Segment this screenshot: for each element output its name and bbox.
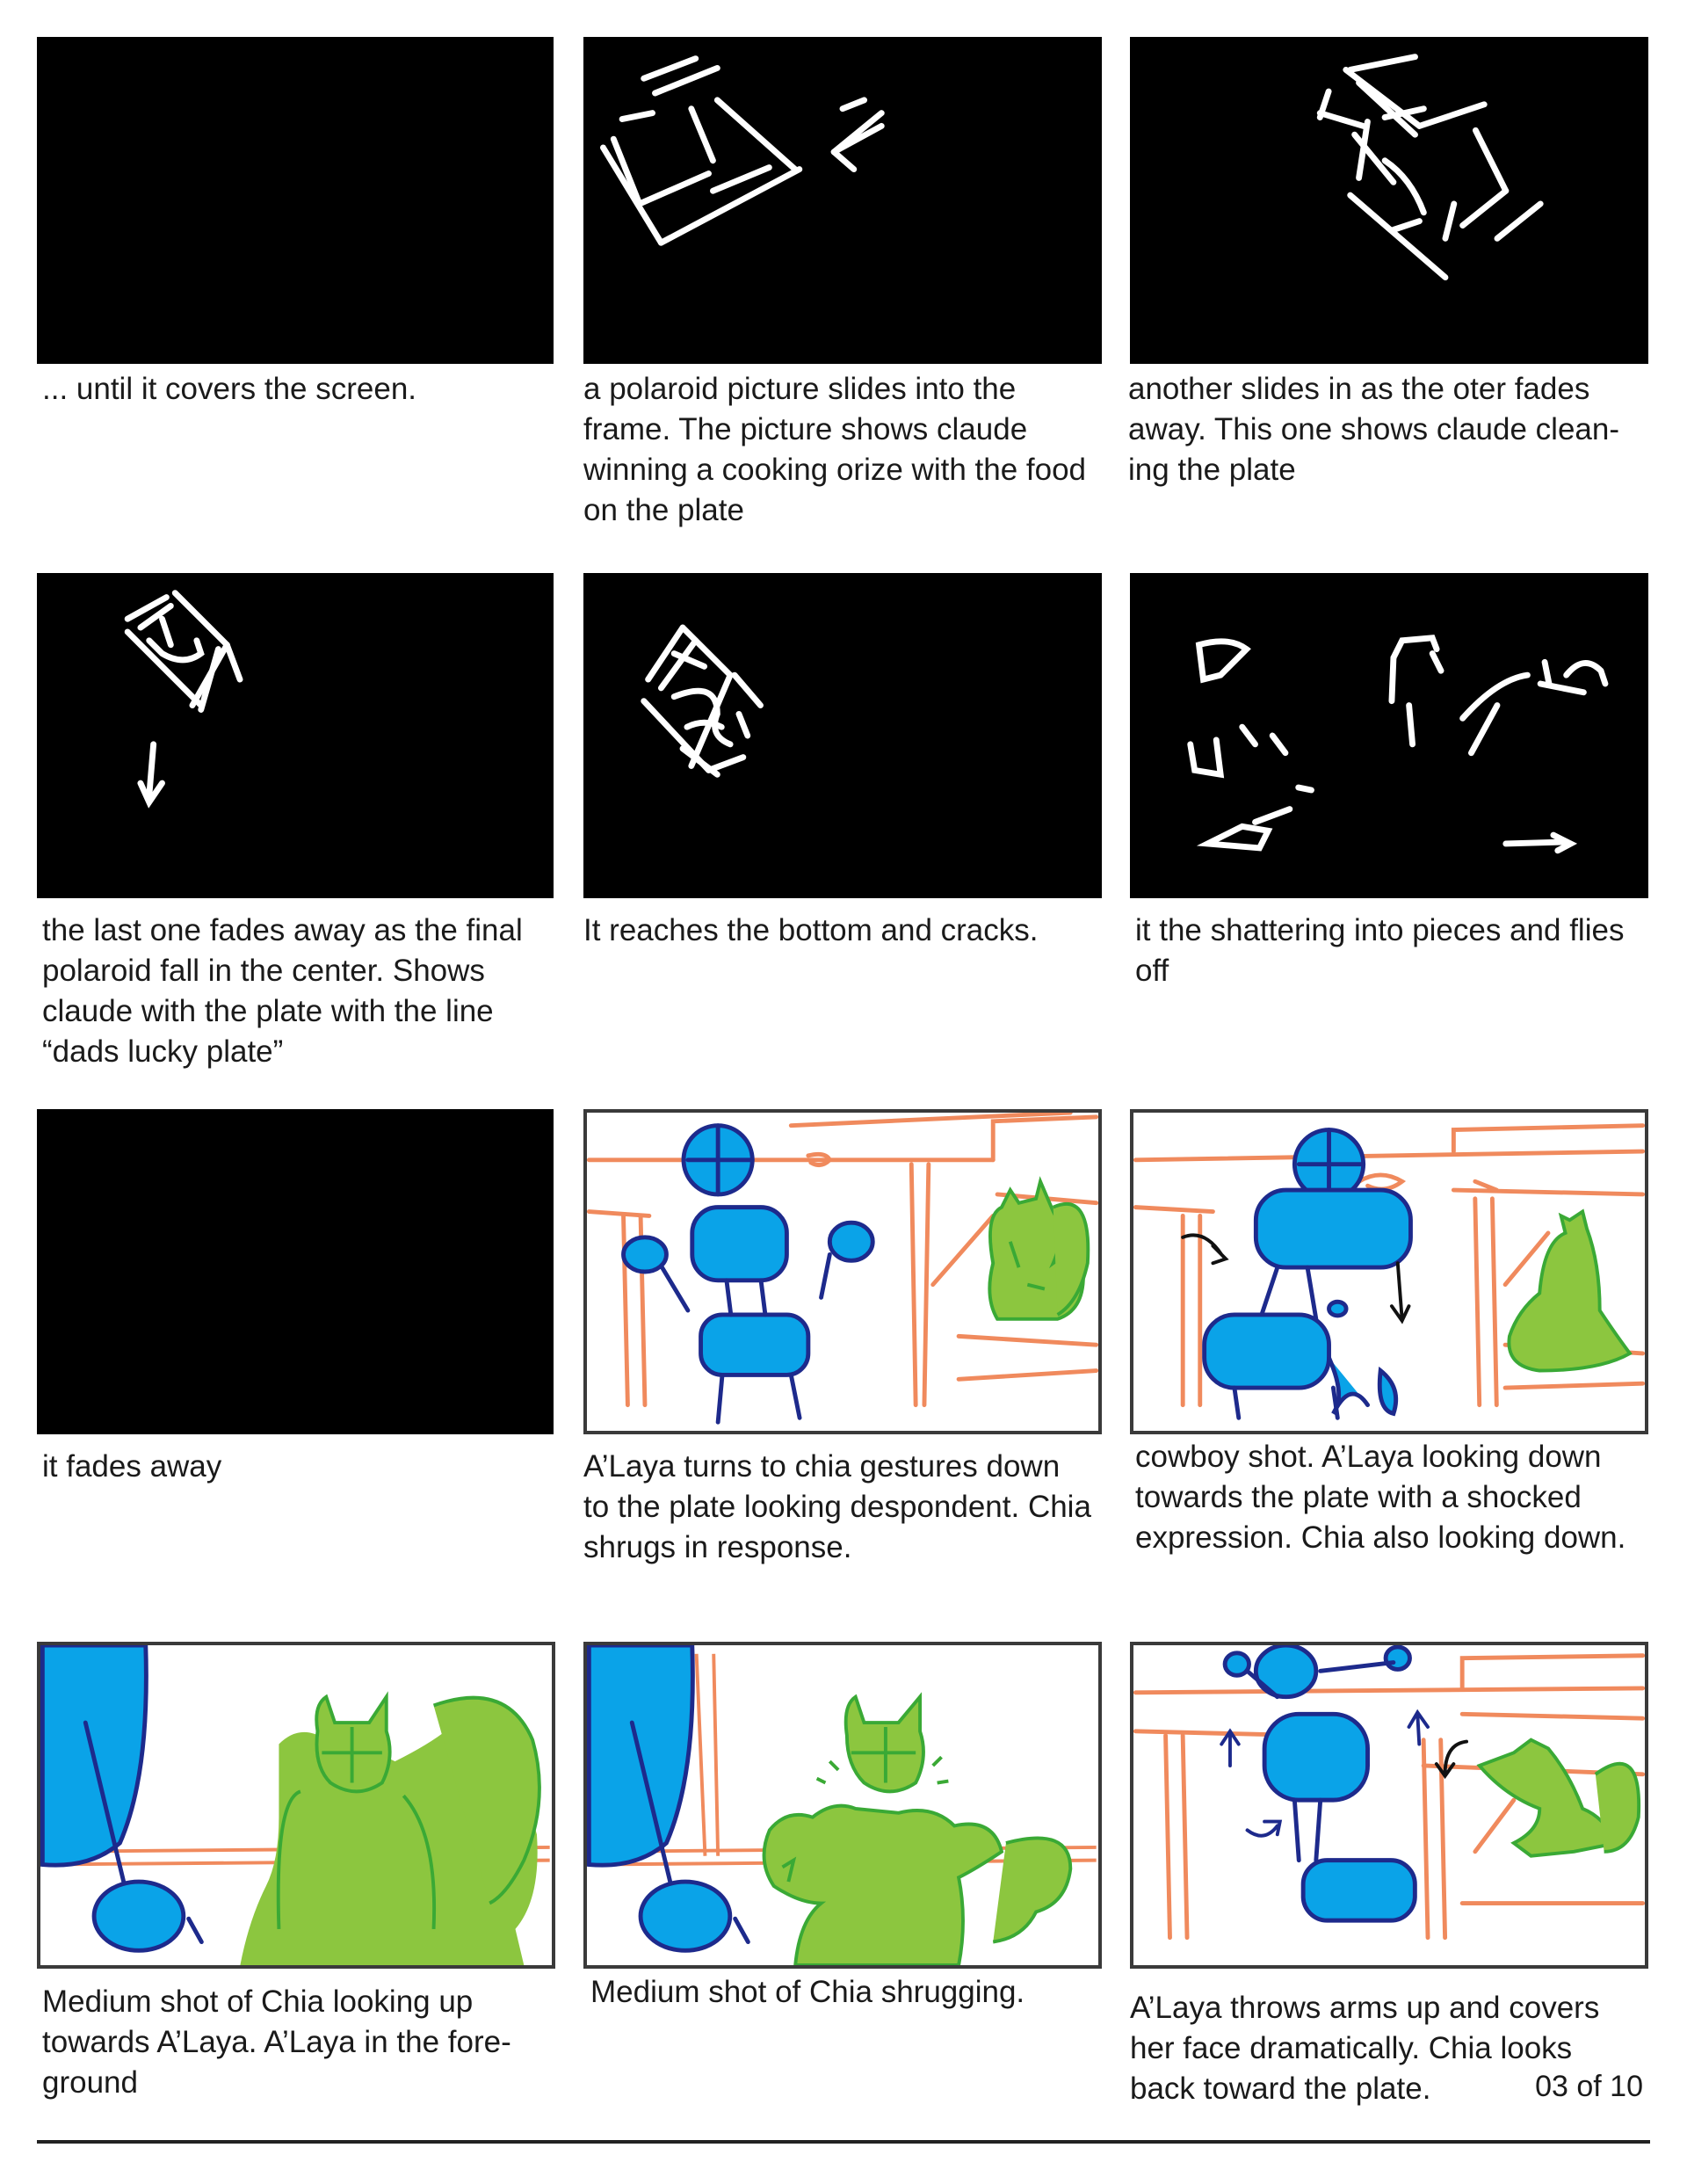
panel-4-final-polaroid-falls xyxy=(37,573,554,898)
panel-12-caption: A’Laya throws arms up and covers her face dramatically. Chia looks back toward the plate. xyxy=(1130,1991,1600,2106)
panel-3-second-polaroid xyxy=(1130,37,1648,364)
polaroid-sketch xyxy=(40,576,551,896)
cracked-polaroid-sketch xyxy=(586,576,1099,896)
panel-11-caption: Medium shot of Chia shrugging. xyxy=(590,1975,1025,2009)
panel-11-chia-shrugging xyxy=(583,1642,1102,1969)
chia-and-alaya-sketch xyxy=(40,1645,552,1965)
chia-figure xyxy=(240,1697,539,1965)
panel-4-caption: the last one fades away as the final polaroid fall in the center. Shows claude with the plate with the line “dads lucky plate” xyxy=(42,913,523,1069)
footer-rule xyxy=(37,2140,1650,2144)
alaya-foreground xyxy=(589,1645,748,1950)
alaya-and-chia-sketch xyxy=(1133,1113,1645,1431)
shattered-pieces-sketch xyxy=(1133,576,1646,896)
chia-figure xyxy=(1480,1740,1639,1856)
panel-10-chia-looking-up xyxy=(37,1642,555,1969)
alaya-and-chia-sketch xyxy=(587,1113,1098,1431)
down-arrow-icon xyxy=(1392,1263,1409,1321)
alaya-and-chia-sketch xyxy=(1133,1645,1645,1965)
curve-arrow-icon xyxy=(1248,1822,1280,1836)
polaroid-sketch xyxy=(586,40,1099,361)
panel-2-polaroid-slides-in xyxy=(583,37,1102,364)
alaya-figure xyxy=(1225,1645,1415,1920)
panel-5-caption: It reaches the bottom and cracks. xyxy=(583,913,1039,947)
chia-figure xyxy=(764,1697,1071,1965)
alaya-figure xyxy=(624,1126,873,1423)
panel-7-caption: it fades away xyxy=(42,1449,222,1484)
alaya-foreground xyxy=(42,1645,201,1950)
panel-8-caption: A’Laya turns to chia gestures down to the plate looking despondent. Chia shrugs in response. xyxy=(583,1449,1091,1564)
panel-6-caption: it the shattering into pieces and flies off xyxy=(1135,913,1625,988)
panel-9-caption: cowboy shot. A’Laya looking down towards the plate with a shocked expression. Chia also looking down. xyxy=(1135,1440,1626,1555)
panel-7-fade-to-black xyxy=(37,1109,554,1434)
panel-8-alaya-gestures xyxy=(583,1109,1102,1434)
panel-12-alaya-throws-arms-up xyxy=(1130,1642,1648,1969)
panel-1-caption: ... until it covers the screen. xyxy=(42,372,417,406)
panel-10-caption: Medium shot of Chia looking up towards A’Laya. A’Laya in the fore-ground xyxy=(42,1984,511,2100)
chia-figure xyxy=(1509,1212,1630,1371)
panel-2-caption: a polaroid picture slides into the frame. The picture shows claude winning a cooking orize with the food on the plate xyxy=(583,372,1087,527)
panel-9-cowboy-shot xyxy=(1130,1109,1648,1434)
panel-6-shattering xyxy=(1130,573,1648,898)
panel-3-caption: another slides in as the oter fades away. This one shows claude clean-ing the plate xyxy=(1128,372,1620,487)
panel-1-black-screen xyxy=(37,37,554,364)
panel-5-polaroid-cracks xyxy=(583,573,1102,898)
motion-arrow-icon xyxy=(1183,1235,1226,1263)
up-arrow-icon xyxy=(1221,1731,1239,1766)
page-number: 03 of 10 xyxy=(1535,2070,1643,2103)
chia-and-alaya-sketch xyxy=(587,1645,1098,1965)
polaroid-sketch xyxy=(1133,40,1646,361)
